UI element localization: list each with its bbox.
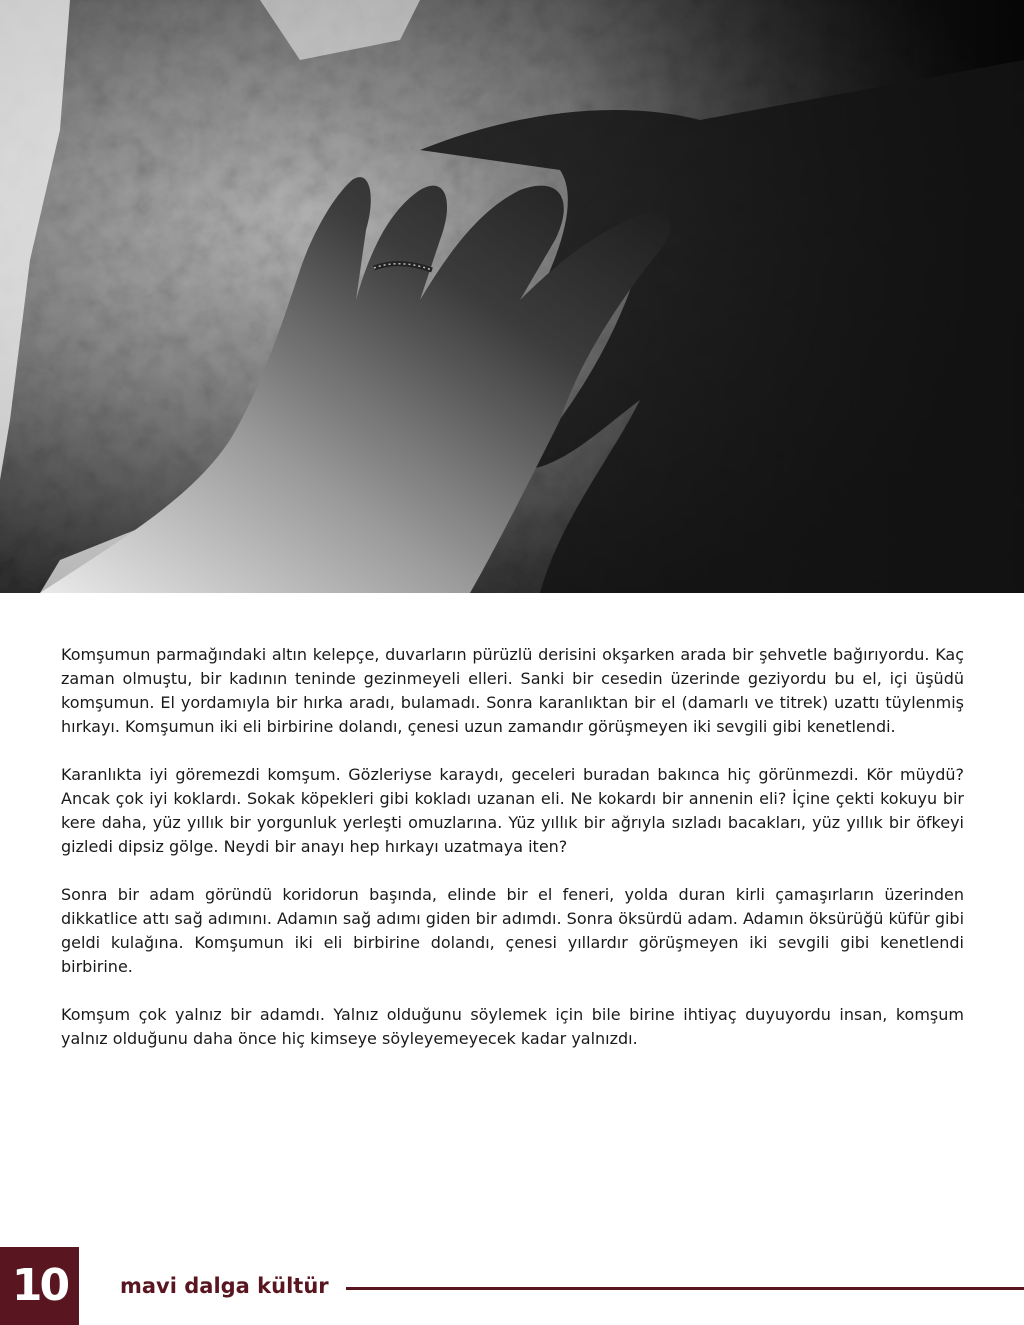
article-body bbox=[61, 643, 964, 1075]
photo-illustration bbox=[0, 0, 1024, 593]
paragraph-1: Komşumun parmağındaki altın kelepçe, duvarların pürüzlü derisini okşarken arada bir şehvetle bağırıyordu. Kaç zaman olmuştu, bir kadının teninde gezinmeyeli elleri. Sanki bir cesedin üzerinde geziyordu bu el, içi üşüdü komşumun. El yordamıyla bir hırka aradı, bulamadı. Sonra karanlıktan bir el (damarlı ve titrek) uzattı tüylenmiş hırkayı. Komşumun iki eli birbirine dolandı, çenesi uzun zamandır görüşmeyen iki sevgili gibi kenetlendi. bbox=[61, 645, 964, 736]
paragraph-4: Komşum çok yalnız bir adamdı. Yalnız olduğunu söylemek için bile birine ihtiyaç duyuyordu insan, komşum yalnız olduğunu daha önce hiç kimseye söyleyemeyecek kadar yalnızdı. bbox=[61, 1005, 964, 1048]
hand-on-wall-photo bbox=[0, 0, 1024, 593]
footer-divider bbox=[346, 1287, 1024, 1290]
paragraph-3: Sonra bir adam göründü koridorun başında, elinde bir el feneri, yolda duran kirli çamaşırların üzerinden dikkatlice attı sağ adımını. Adamın sağ adımı giden bir adımdı. Sonra öksürdü adam. Adamın öksürüğü küfür gibi geldi kulağına. Komşumun iki eli birbirine dolandı, çenesi yıllardır görüşmeyen iki sevgili gibi kenetlendi birbirine. bbox=[61, 885, 965, 976]
magazine-brand: mavi dalga kültür bbox=[120, 1274, 329, 1298]
paragraph-2: Karanlıkta iyi göremezdi komşum. Gözleriyse karaydı, geceleri buradan bakınca hiç görünmezdi. Kör müydü? Ancak çok iyi koklardı. Sokak köpekleri gibi kokladı uzanan eli. Ne kokardı bir annenin eli? İçine çekti kokuyu bir kere daha, yüz yıllık bir yorgunluk yerleşti omuzlarına. Yüz yıllık bir ağrıyla sızladı bacakları, yüz yıllık bir öfkeyi gizledi dipsiz gölge. Neydi bir anayı hep hırkayı uzatmaya iten? bbox=[61, 765, 964, 856]
page-number: 10 bbox=[0, 1247, 79, 1325]
